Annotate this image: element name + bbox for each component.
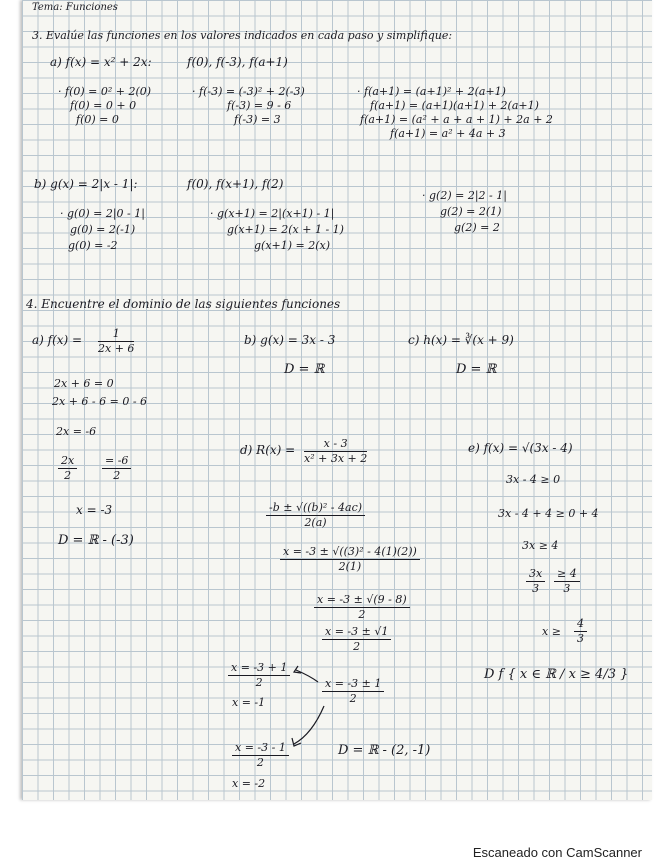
ex3a-c3-line1: · f(a+1) = (a+1)² + 2(a+1) [357,85,506,98]
ex3a-c1-line2: f(0) = 0 + 0 [70,99,137,112]
ex4d-mid-num: x = -3 ± 1 [322,678,384,692]
ex4e-f1-den: 3 [532,582,540,596]
ex4d-mid-den: 2 [349,692,357,706]
arrow-to-minus-root [294,706,324,744]
ex3b-c1-line2: g(0) = 2(-1) [70,223,136,236]
ex4d-def-left: d) R(x) = [240,443,296,457]
ex4d-simp1-num: x = -3 ± √(9 - 8) [314,594,410,608]
ex4d-left-num: x = -3 + 1 [228,662,290,676]
ex4e-f1r-den: 3 [563,582,571,596]
ex3a-c2-line3: f(-3) = 3 [234,113,281,126]
ex3b-points: f(0), f(x+1), f(2) [187,177,284,191]
ex4d-root-minus-result: x = -2 [232,777,266,790]
ex4b-def: b) g(x) = 3x - 3 [244,333,336,347]
arrow-to-plus-root [296,670,318,682]
ex3a-definition: a) f(x) = x² + 2x: [50,55,152,69]
handdrawn-arrows [22,0,652,800]
ex4d-domain: D = ℝ - (2, -1) [338,743,431,758]
ex3b-c1-line3: g(0) = -2 [68,239,118,252]
ex4e-def: e) f(x) = √(3x - 4) [468,441,573,455]
ex3a-c2-line1: · f(-3) = (-3)² + 2(-3) [192,85,305,98]
ex4e-f2-den: 3 [577,632,584,646]
ex4e-f1r-num: ≥ 4 [554,568,580,582]
ex3a-points: f(0), f(-3), f(a+1) [187,55,288,69]
notebook-page [22,0,652,800]
ex3b-c3-line2: g(2) = 2(1) [440,205,502,218]
ex3a-c1-line1: · f(0) = 0² + 2(0) [58,85,152,98]
ex4e-step-3: 3x ≥ 4 [522,539,559,552]
ex4d-left-den: 2 [255,676,263,690]
scanner-watermark: Escaneado con CamScanner [472,845,642,860]
ex3a-c3-line3: f(a+1) = (a² + a + a + 1) + 2a + 2 [360,113,553,126]
ex4a-def-den: 2x + 6 [98,342,135,356]
ex3a-c3-line2: f(a+1) = (a+1)(a+1) + 2(a+1) [370,99,539,112]
ex4c-domain: D = ℝ [456,362,497,377]
ex4a-frac-right-num: = -6 [102,455,131,469]
ex3b-c2-line2: g(x+1) = 2(x + 1 - 1) [227,223,344,236]
ex3b-definition: b) g(x) = 2|x - 1|: [34,177,138,191]
ex4b-domain: D = ℝ [284,362,325,377]
ex3b-c3-line1: · g(2) = 2|2 - 1| [422,189,507,202]
exercise-3-title: 3. Evalúe las funciones en los valores indicados en cada paso y simplifique: [32,29,453,42]
ex3a-c3-line4: f(a+1) = a² + 4a + 3 [390,127,506,140]
ex4a-frac-left-den: 2 [64,469,72,483]
ex4d-def-den: x² + 3x + 2 [304,452,368,466]
ex4a-frac-right-den: 2 [113,469,121,483]
ex4e-f1-num: 3x [526,568,545,582]
ex3b-c3-line3: g(2) = 2 [454,221,500,234]
ex4d-bottom-num: x = -3 - 1 [232,742,289,756]
ex4a-def-num: 1 [98,328,134,342]
ex3a-c1-line3: f(0) = 0 [76,113,119,126]
ex3b-c2-line3: g(x+1) = 2(x) [254,239,331,252]
ex4d-simp1-den: 2 [358,608,366,622]
ex3a-c2-line2: f(-3) = 9 - 6 [227,99,292,112]
ex3b-c1-line1: · g(0) = 2|0 - 1| [60,207,145,220]
ex4d-def-num: x - 3 [304,438,367,452]
ex4d-bottom-den: 2 [256,756,264,770]
exercise-4-title: 4. Encuentre el dominio de las siguientes funciones [26,297,341,311]
ex4d-quad-num: -b ± √((b)² - 4ac) [266,502,365,516]
ex4d-simp2-num: x = -3 ± √1 [322,626,391,640]
ex3b-c2-line1: · g(x+1) = 2|(x+1) - 1| [210,207,335,220]
ex4a-step-1: 2x + 6 = 0 [54,377,114,390]
ex4d-sub-num: x = -3 ± √((3)² - 4(1)(2)) [280,546,420,560]
ex4a-result: x = -3 [76,503,113,517]
ex4d-sub-den: 2(1) [338,560,362,574]
ex4d-simp2-den: 2 [353,640,361,654]
ex4a-domain: D = ℝ - (-3) [58,533,134,548]
ex4e-step-2: 3x - 4 + 4 ≥ 0 + 4 [498,507,599,520]
ex4a-frac-left-num: 2x [58,455,77,469]
ex4a-def-left: a) f(x) = [32,333,83,347]
ex4a-step-3: 2x = -6 [56,425,97,438]
ex4c-def: c) h(x) = ∛(x + 9) [408,333,514,347]
ex4e-step-1: 3x - 4 ≥ 0 [506,473,561,486]
topic-header: Tema: Funciones [32,2,118,13]
ex4a-step-2: 2x + 6 - 6 = 0 - 6 [52,395,148,408]
ex4e-domain: D f { x ∈ ℝ / x ≥ 4/3 } [484,667,629,682]
ex4e-final-left: x ≥ [542,625,561,638]
ex4d-root-plus-result: x = -1 [232,696,266,709]
ex4e-f2-num: 4 [574,618,587,632]
ex4d-quad-den: 2(a) [304,516,327,530]
